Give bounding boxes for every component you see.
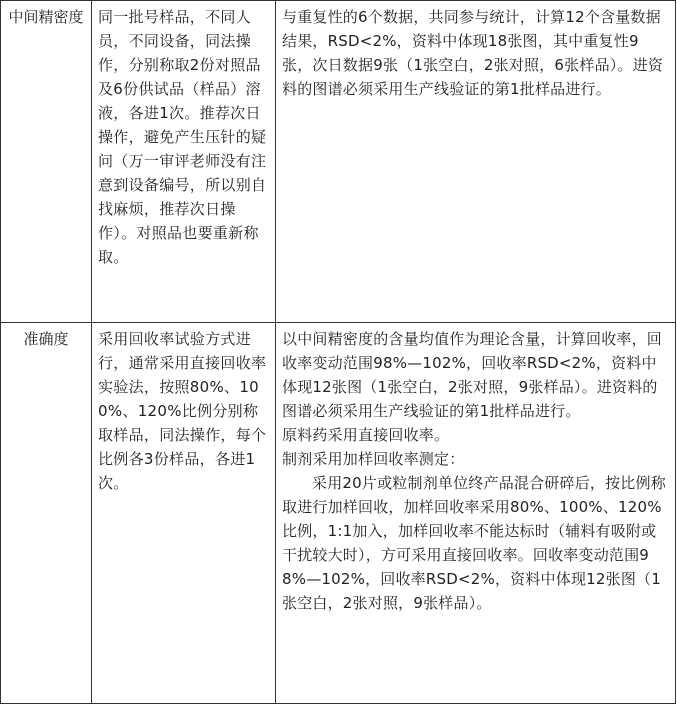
requirement-paragraph: 以中间精密度的含量均值作为理论含量，计算回收率，回收率变动范围98%—102%，回收率RSD<2%，资料中体现12张图（1张空白，2张对照，9张样品）。进资料的图谱必须采用生产线验证的第1批样品进行。 xyxy=(282,330,663,420)
requirement-paragraph: 原料药采用直接回收率。 xyxy=(282,426,450,444)
requirement-paragraph: 采用20片或粒制剂单位终产品混合研碎后，按比例称取进行加样回收，加样回收率采用80%、100%、120%比例，1:1加入，加样回收率不能达标时（辅料有吸附或干扰较大时），方可采用直接回收率。回收率变动范围98%—102%，回收率RSD<2%，资料中体现12张图（1张空白，2张对照，9张样品）。 xyxy=(282,474,666,612)
requirement-paragraph: 制剂采用加样回收率测定： xyxy=(282,450,465,468)
category-cell: 中间精密度 xyxy=(1,1,92,323)
method-cell: 采用回收率试验方式进行，通常采用直接回收率实验法，按照80%、100%、120%比例分别称取样品，同法操作，每个比例各3份样品，各进1次。 xyxy=(92,323,276,704)
category-cell: 准确度 xyxy=(1,323,92,704)
table-row-intermediate-precision xyxy=(1,1,676,323)
requirements-cell xyxy=(276,323,676,704)
method-cell: 同一批号样品，不同人员，不同设备，同法操作，分别称取2份对照品及6份供试品（样品）溶液，各进1次。推荐次日操作，避免产生压针的疑问（万一审评老师没有注意到设备编号，所以别自找麻烦，推荐次日操作）。对照品也要重新称取。 xyxy=(92,1,276,323)
requirements-cell xyxy=(276,1,676,323)
table-row-accuracy xyxy=(1,323,676,704)
requirement-paragraph: 与重复性的6个数据，共同参与统计，计算12个含量数据结果，RSD<2%，资料中体现18张图，其中重复性9张，次日数据9张（1张空白，2张对照，6张样品）。进资料的图谱必须采用生产线验证的第1批样品进行。 xyxy=(282,8,664,98)
